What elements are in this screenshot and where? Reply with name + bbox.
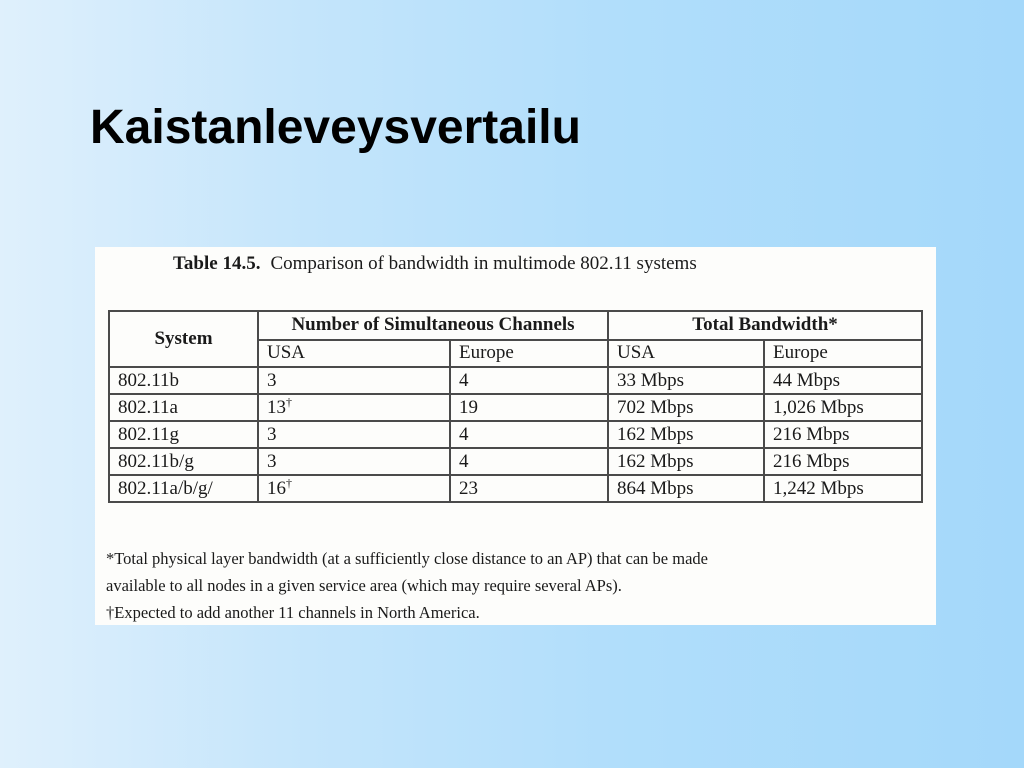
cell-channels-europe: 4 [450,448,608,475]
cell-channels-europe: 19 [450,394,608,421]
cell-channels-usa: 3 [258,367,450,394]
table-row [109,475,922,502]
header-system: System [109,311,258,367]
table-row [109,448,922,475]
cell-bandwidth-usa: 162 Mbps [608,448,764,475]
cell-bandwidth-europe: 1,242 Mbps [764,475,922,502]
cell-channels-europe: 23 [450,475,608,502]
cell-channels-usa: 3 [258,421,450,448]
table-row [109,421,922,448]
footnote-channels: †Expected to add another 11 channels in North America. [106,603,480,622]
bandwidth-comparison-table [108,310,923,503]
cell-bandwidth-europe: 216 Mbps [764,448,922,475]
table-row [109,394,922,421]
cell-bandwidth-europe: 216 Mbps [764,421,922,448]
cell-bandwidth-usa: 33 Mbps [608,367,764,394]
footnote-bandwidth-line-1: *Total physical layer bandwidth (at a sufficiently close distance to an AP) that can be made [106,549,708,568]
table-caption-label: Table 14.5. [173,253,261,274]
dagger-mark: † [286,475,292,490]
cell-channels-europe: 4 [450,367,608,394]
cell-channels-usa: 16† [258,475,450,502]
cell-channels-europe: 4 [450,421,608,448]
cell-bandwidth-usa: 864 Mbps [608,475,764,502]
cell-system: 802.11b [109,367,258,394]
cell-system: 802.11a/b/g/ [109,475,258,502]
subheader-channels-usa: USA [258,340,450,368]
cell-system: 802.11g [109,421,258,448]
subheader-bandwidth-usa: USA [608,340,764,368]
subheader-bandwidth-europe: Europe [764,340,922,368]
table-footnotes [106,545,932,626]
cell-channels-usa: 13† [258,394,450,421]
cell-bandwidth-usa: 162 Mbps [608,421,764,448]
cell-bandwidth-europe: 44 Mbps [764,367,922,394]
slide-title: Kaistanleveysvertailu [90,101,581,154]
cell-bandwidth-europe: 1,026 Mbps [764,394,922,421]
cell-bandwidth-usa: 702 Mbps [608,394,764,421]
dagger-mark: † [286,394,292,409]
footnote-bandwidth-line-2: available to all nodes in a given service area (which may require several APs). [106,576,622,595]
subheader-channels-europe: Europe [450,340,608,368]
cell-channels-usa: 3 [258,448,450,475]
header-bandwidth: Total Bandwidth* [608,311,922,340]
scanned-table-image [95,247,936,625]
table-caption [173,253,697,275]
table-row [109,367,922,394]
table-caption-text: Comparison of bandwidth in multimode 802.11 systems [270,253,697,274]
cell-system: 802.11a [109,394,258,421]
cell-system: 802.11b/g [109,448,258,475]
header-channels: Number of Simultaneous Channels [258,311,608,340]
